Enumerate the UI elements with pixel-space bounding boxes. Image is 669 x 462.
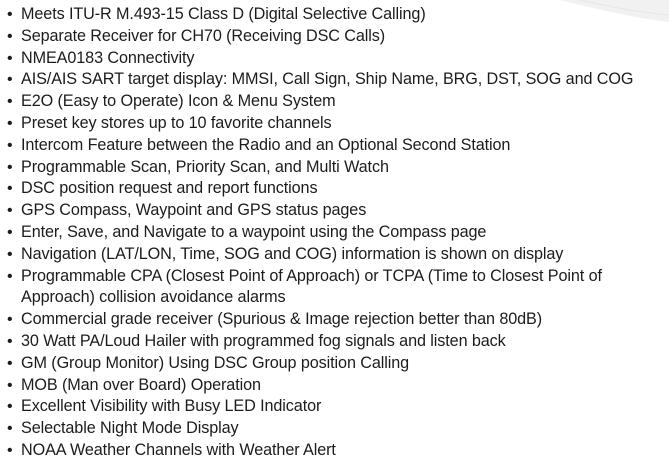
feature-item [6,396,666,418]
feature-item [6,178,666,200]
feature-text: Commercial grade receiver (Spurious & Image rejection better than 80dB) [21,310,543,329]
feature-text: NMEA0183 Connectivity [21,48,195,67]
bullet: • [7,136,13,154]
feature-text: Preset key stores up to 10 favorite channels [21,113,332,132]
feature-item [6,418,666,440]
feature-text: NOAA Weather Channels with Weather Alert [21,440,336,459]
feature-item [6,222,666,244]
bullet: • [7,376,13,394]
feature-item [6,48,666,70]
bullet: • [7,420,13,438]
bullet: • [7,202,13,220]
feature-text: Navigation (LAT/LON, Time, SOG and COG) information is shown on display [21,244,564,263]
feature-text: AIS/AIS SART target display: MMSI, Call Sign, Ship Name, BRG, DST, SOG and COG [21,70,634,89]
feature-item [6,353,666,375]
feature-item [6,266,666,310]
bullet: • [7,311,13,329]
feature-text: DSC position request and report functions [21,179,318,198]
feature-item [6,26,666,48]
bullet: • [7,93,13,111]
bullet: • [7,245,13,263]
feature-item [6,331,666,353]
bullet: • [7,332,13,350]
bullet: • [7,180,13,198]
feature-item [6,157,666,179]
bullet: • [7,114,13,132]
feature-text: Meets ITU-R M.493-15 Class D (Digital Selective Calling) [21,5,426,23]
feature-text: MOB (Man over Board) Operation [21,375,261,394]
bullet: • [7,223,13,241]
bullet: • [7,398,13,416]
bullet: • [7,158,13,176]
bullet: • [7,441,13,459]
feature-item [6,200,666,222]
feature-text: GM (Group Monitor) Using DSC Group position Calling [21,353,410,372]
feature-item [6,4,666,26]
feature-text: 30 Watt PA/Loud Hailer with programmed fog signals and listen back [21,331,506,350]
feature-item [6,135,666,157]
bullet: • [7,354,13,372]
feature-text: Programmable Scan, Priority Scan, and Multi Watch [21,157,389,176]
bullet: • [7,267,13,285]
feature-item [6,113,666,135]
feature-text: GPS Compass, Waypoint and GPS status pages [21,201,367,220]
feature-text: Separate Receiver for CH70 (Receiving DSC Calls) [21,26,386,45]
bullet: • [7,71,13,89]
feature-text: Intercom Feature between the Radio and an Optional Second Station [21,135,511,154]
feature-list [6,4,666,462]
feature-item [6,440,666,462]
feature-item [6,375,666,397]
feature-item [6,91,666,113]
feature-text: E2O (Easy to Operate) Icon & Menu System [21,92,336,111]
feature-text: Excellent Visibility with Busy LED Indicator [21,397,322,416]
bullet: • [7,27,13,45]
feature-item [6,309,666,331]
feature-item [6,244,666,266]
bullet: • [7,49,13,67]
feature-text: Programmable CPA (Closest Point of Approach) or TCPA (Time to Closest Point of Approach) collision avoidance alarms [21,266,602,307]
feature-text: Selectable Night Mode Display [21,419,239,438]
feature-text: Enter, Save, and Navigate to a waypoint using the Compass page [21,222,487,241]
feature-item [6,69,666,91]
bullet: • [7,6,13,23]
